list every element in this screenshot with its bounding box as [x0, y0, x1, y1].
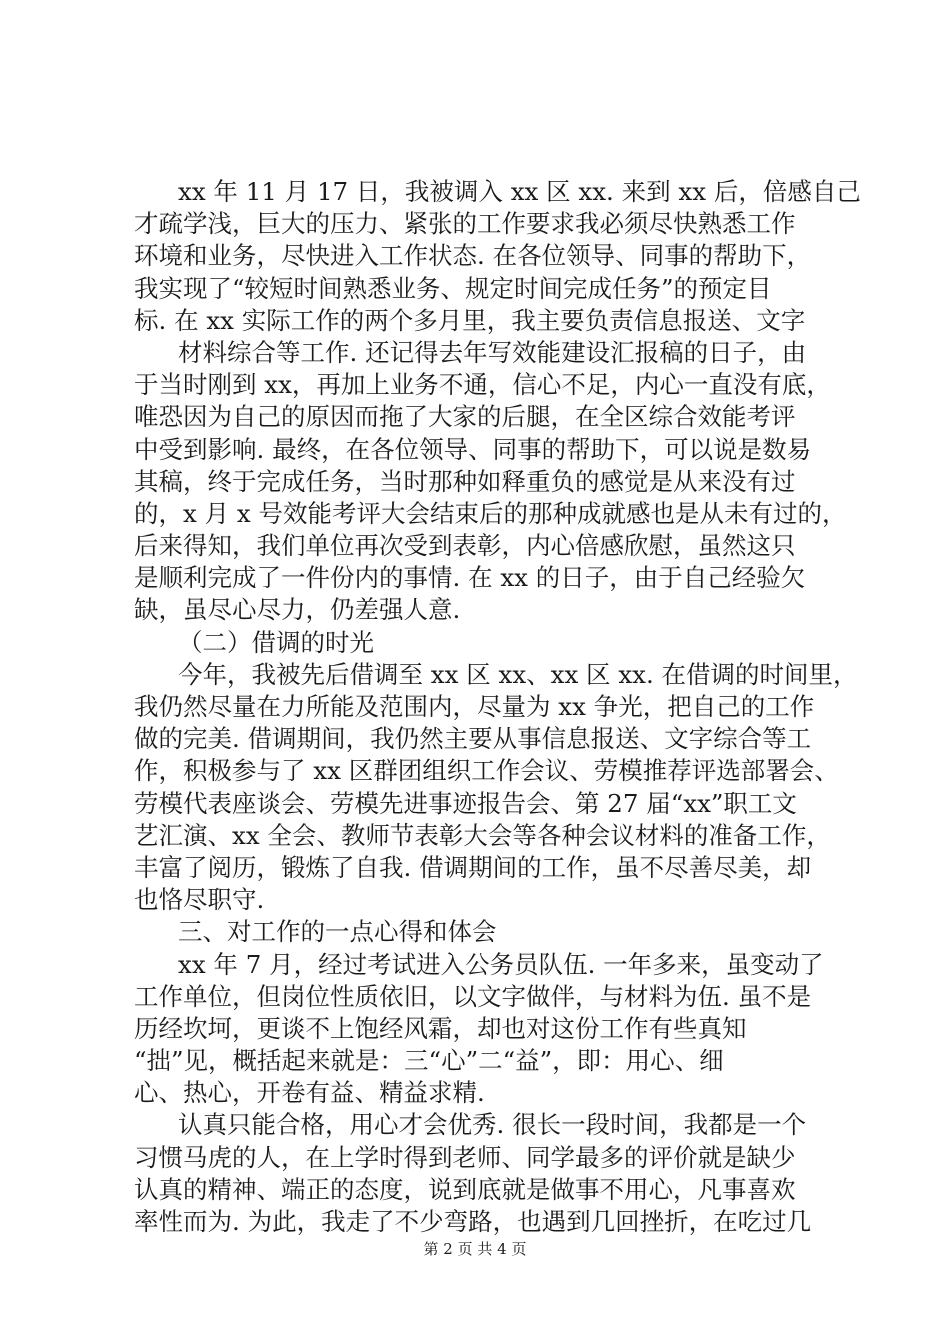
text-line: 历经坎坷，更谈不上饱经风霜，却也对这份工作有些真知 — [134, 1013, 747, 1043]
text-line: 心、热心，开卷有益、精益求精. — [134, 1078, 485, 1108]
text-line: 中受到影响. 最终，在各位领导、同事的帮助下，可以说是数易 — [134, 434, 812, 464]
text-line: 艺汇演、xx 全会、教师节表彰大会等各种会议材料的准备工作， — [134, 820, 831, 850]
text-line: xx 年 11 月 17 日，我被调入 xx 区 xx. 来到 xx 后，倍感自己 — [178, 177, 861, 206]
text-line: 作，积极参与了 xx 区群团组织工作会议、劳模推荐评选部署会、 — [134, 756, 839, 786]
text-line: xx 年 7 月，经过考试进入公务员队伍. 一年多来，虽变动了 — [178, 949, 824, 979]
text-line: 缺，虽尽心尽力，仍差强人意. — [134, 595, 461, 625]
text-line: 其稿，终于完成任务，当时那种如释重负的感觉是从来没有过 — [134, 466, 796, 496]
text-line: 后来得知，我们单位再次受到表彰，内心倍感欣慰，虽然这只 — [134, 531, 796, 561]
text-line: 三、对工作的一点心得和体会 — [178, 917, 497, 947]
text-line: 丰富了阅历，锻炼了自我. 借调期间的工作，虽不尽善尽美，却 — [134, 852, 812, 882]
text-line: 才疏学浅，巨大的压力、紧张的工作要求我必须尽快熟悉工作 — [134, 209, 796, 239]
text-line: 于当时刚到 xx，再加上业务不通，信心不足，内心一直没有底， — [134, 370, 831, 400]
text-line: 率性而为. 为此，我走了不少弯路，也遇到几回挫折，在吃过几 — [134, 1207, 812, 1236]
text-line: 我仍然尽量在力所能及范围内，尽量为 xx 争光，把自己的工作 — [134, 692, 815, 721]
text-line: 今年，我被先后借调至 xx 区 xx、xx 区 xx. 在借调的时间里， — [178, 659, 858, 689]
text-line: 的，x 月 x 号效能考评大会结束后的那种成就感也是从未有过的， — [134, 498, 847, 528]
text-line: 是顺利完成了一件份内的事情. 在 xx 的日子，由于自己经验欠 — [134, 563, 806, 593]
text-line: 也恪尽职守. — [134, 885, 265, 915]
text-line: 习惯马虎的人，在上学时得到老师、同学最多的评价就是缺少 — [134, 1142, 796, 1172]
text-line: 我实现了“较短时间熟悉业务、规定时间完成任务”的预定目 — [134, 273, 772, 303]
text-line: “拙”见，概括起来就是：三“心”二“益”，即：用心、细 — [134, 1046, 724, 1076]
text-line: 做的完美. 借调期间，我仍然主要从事信息报送、文字综合等工 — [134, 724, 812, 754]
text-line: 认真的精神、端正的态度，说到底就是做事不用心，凡事喜欢 — [134, 1174, 796, 1204]
text-line: 环境和业务，尽快进入工作状态. 在各位领导、同事的帮助下， — [134, 241, 812, 271]
text-line: 工作单位，但岗位性质依旧，以文字做伴，与材料为伍. 虽不是 — [134, 981, 812, 1011]
text-line: （二）借调的时光 — [178, 627, 374, 657]
text-line: 材料综合等工作. 还记得去年写效能建设汇报稿的日子，由 — [178, 337, 807, 367]
document-body — [134, 176, 861, 1238]
page-footer: 第 2 页 共 4 页 — [423, 1240, 527, 1258]
text-line: 劳模代表座谈会、劳模先进事迹报告会、第 27 届“xx”职工文 — [134, 788, 797, 818]
text-line: 认真只能合格，用心才会优秀. 很长一段时间，我都是一个 — [178, 1110, 807, 1140]
text-line: 唯恐因为自己的原因而拖了大家的后腿，在全区综合效能考评 — [134, 402, 796, 432]
text-line: 标. 在 xx 实际工作的两个多月里，我主要负责信息报送、文字 — [134, 305, 806, 335]
